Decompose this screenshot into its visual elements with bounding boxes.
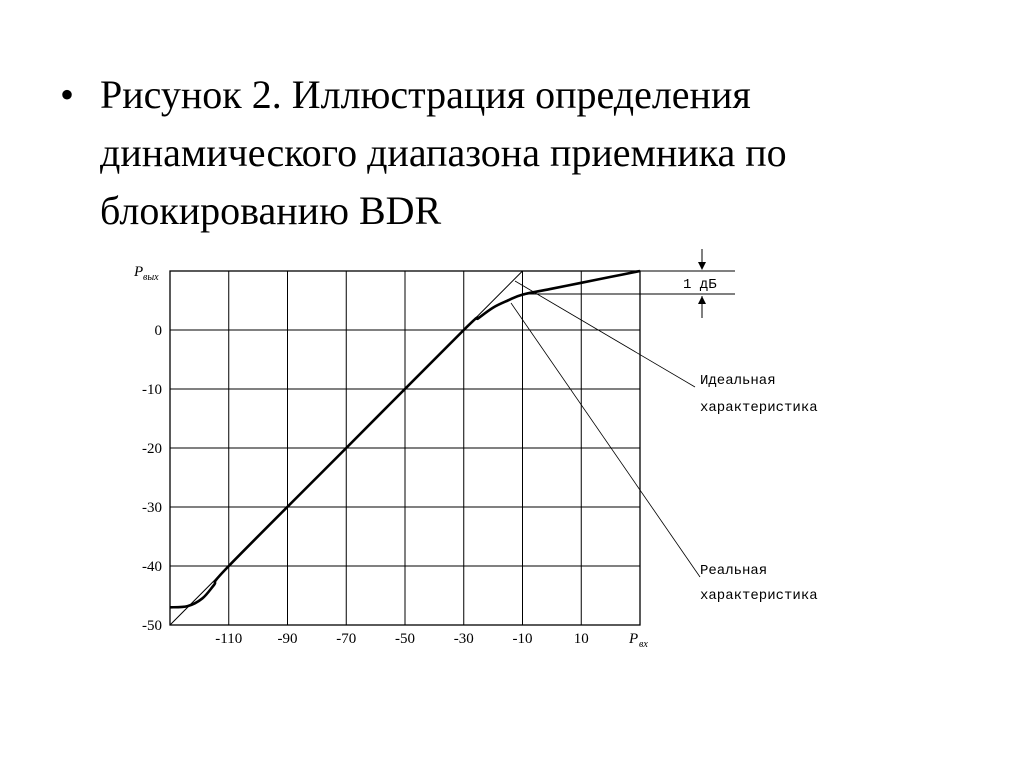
x-axis-label-sub: вх [639,639,648,650]
x-tick-label: -50 [395,631,415,647]
x-tick-label: 10 [573,631,589,647]
real-leader-line [511,303,700,577]
db-label: 1 дБ [683,277,717,293]
x-tick-label: -30 [453,631,474,647]
y-tick-label: -30 [142,500,162,516]
ideal-label-line2: характеристика [700,400,818,416]
db-arrow-top-head [698,262,706,270]
bullet-point: • [60,72,75,117]
y-tick-label: -10 [142,382,162,398]
real-label-line2: характеристика [700,588,818,604]
x-tick-label: -110 [215,631,243,647]
ideal-leader-line [515,281,695,387]
slide-caption: Рисунок 2. Иллюстрация определения динамического диапазона приемника по блокированию BDR [100,72,787,233]
chart-ticks [142,323,589,647]
y-tick-label: 0 [154,323,162,339]
db-arrow-bottom-head [698,296,706,304]
chart-grid [170,271,640,625]
x-tick-label: -70 [336,631,357,647]
y-axis-label-sub: вых [143,272,159,283]
x-tick-label: -90 [277,631,298,647]
y-tick-label: -40 [142,559,162,575]
x-tick-label: -10 [512,631,533,647]
db-annotation [525,249,735,318]
y-axis-label: P [134,264,144,280]
x-axis-label: P [629,631,639,647]
y-tick-label: -20 [142,441,162,457]
real-label-line1: Реальная [700,563,768,579]
y-tick-label: -50 [142,618,162,634]
ideal-label-line1: Идеальная [700,373,776,389]
